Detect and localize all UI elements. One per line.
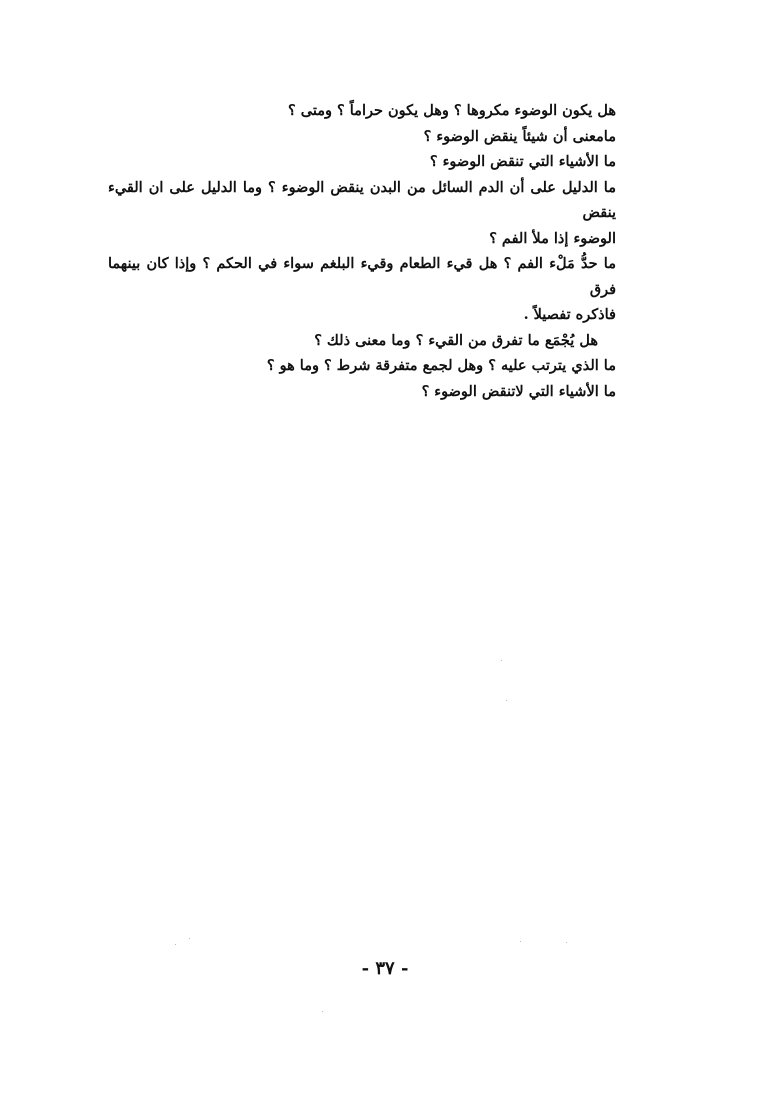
question-line: ما الأشياء التي لاتنقض الوضوء ؟ [421, 382, 616, 400]
scan-speck [322, 1011, 323, 1012]
question-continuation-line: الوضوء إذا ملأ الفم ؟ [489, 229, 616, 247]
question-line: ما الأشياء التي تنقض الوضوء ؟ [429, 153, 616, 170]
scan-speck [175, 944, 176, 945]
question-line: هل يُجْمَع ما تفرق من القيء ؟ وما معنى ذلك ؟ [314, 331, 598, 349]
question-line: ما الدليل على أن الدم السائل من البدن ينقض الوضوء ؟ وما الدليل على ان القيء ينقض [108, 178, 616, 221]
question-line: ما الذي يترتب عليه ؟ وهل لجمع متفرقة شرط ؟ وما هو ؟ [266, 357, 616, 374]
question-continuation-line: فاذكره تفصيلاً . [523, 306, 616, 323]
scan-speck [189, 938, 190, 939]
question-line: مامعنى أن شيئاً ينقض الوضوء ؟ [423, 127, 616, 145]
questions-block [108, 98, 616, 404]
question-line: هل يكون الوضوء مكروها ؟ وهل يكون حراماً ؟ ومتى ؟ [288, 102, 616, 119]
scan-speck [501, 660, 502, 661]
scan-speck [506, 700, 507, 701]
scan-speck [566, 942, 567, 943]
scan-speck [520, 941, 521, 942]
question-line: ما حدُّ مَلْء الفم ؟ هل قيء الطعام وقيء البلغم سواء في الحكم ؟ وإذا كان بينهما فرق [108, 255, 616, 298]
page-number: - ٣٧ - [361, 958, 409, 979]
